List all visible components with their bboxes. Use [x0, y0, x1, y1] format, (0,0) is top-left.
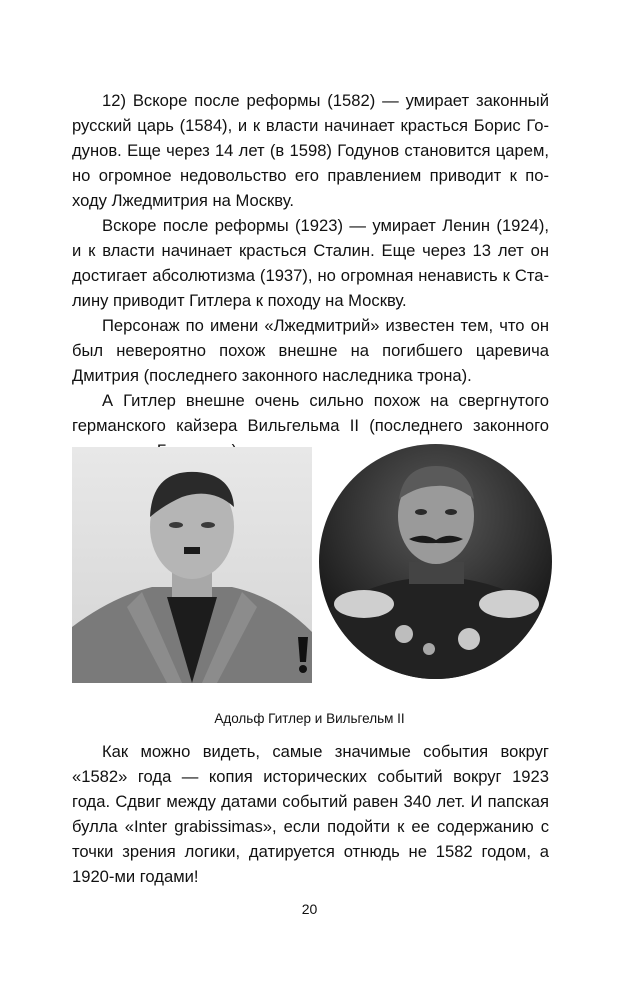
- paragraph: А Гитлер внешне очень сильно похож на свергнутого германского кайзера Вильгельма II (последнего законного: [72, 391, 549, 435]
- figure-caption: Адольф Гитлер и Вильгельм II: [214, 711, 405, 726]
- portrait-illustration-left: [72, 447, 312, 683]
- portrait-photo-left: [72, 447, 312, 683]
- portrait-photo-right: [319, 444, 552, 679]
- paragraph: 12) Вскоре после реформы (1582) — умирает законный русский царь (1584), и к власти начинает красться Борис Годунов. Еще через 14 лет (в 1598) Годунов становится царем, но огромное недовольство его правлением приводит к походу Лжедмитрия на Москву.: [72, 91, 549, 210]
- portraits-figure: [72, 444, 550, 684]
- paragraph: Персонаж по имени «Лжедмитрий» известен тем, что он был невероятно похож внешне на погибшего царевича Дмитрия (последнего законного наследника трона).: [72, 316, 549, 385]
- paragraph: Как можно видеть, самые значимые события вокруг «1582» года — копия исторических событий вокруг 1923 года. Сдвиг между датами событий равен 340 лет. И папская булла «Inter grabissimas», если подойти к ее содержанию с точки зрения логики, датируется отнюдь не 1582 годом, а 1920-ми годами!: [72, 742, 549, 886]
- portrait-illustration-right: [319, 444, 552, 679]
- paragraph: Вскоре после реформы (1923) — умирает Ленин (1924), и к власти начинает красться Сталин. Еще через 13 лет он достигает абсолютизма (1937), но огромная ненависть к Сталину приводит Гитлера к походу на Москву.: [72, 216, 549, 310]
- page-number: 20: [301, 901, 318, 917]
- bottom-text-block: [72, 739, 549, 889]
- top-text-block: [72, 88, 549, 463]
